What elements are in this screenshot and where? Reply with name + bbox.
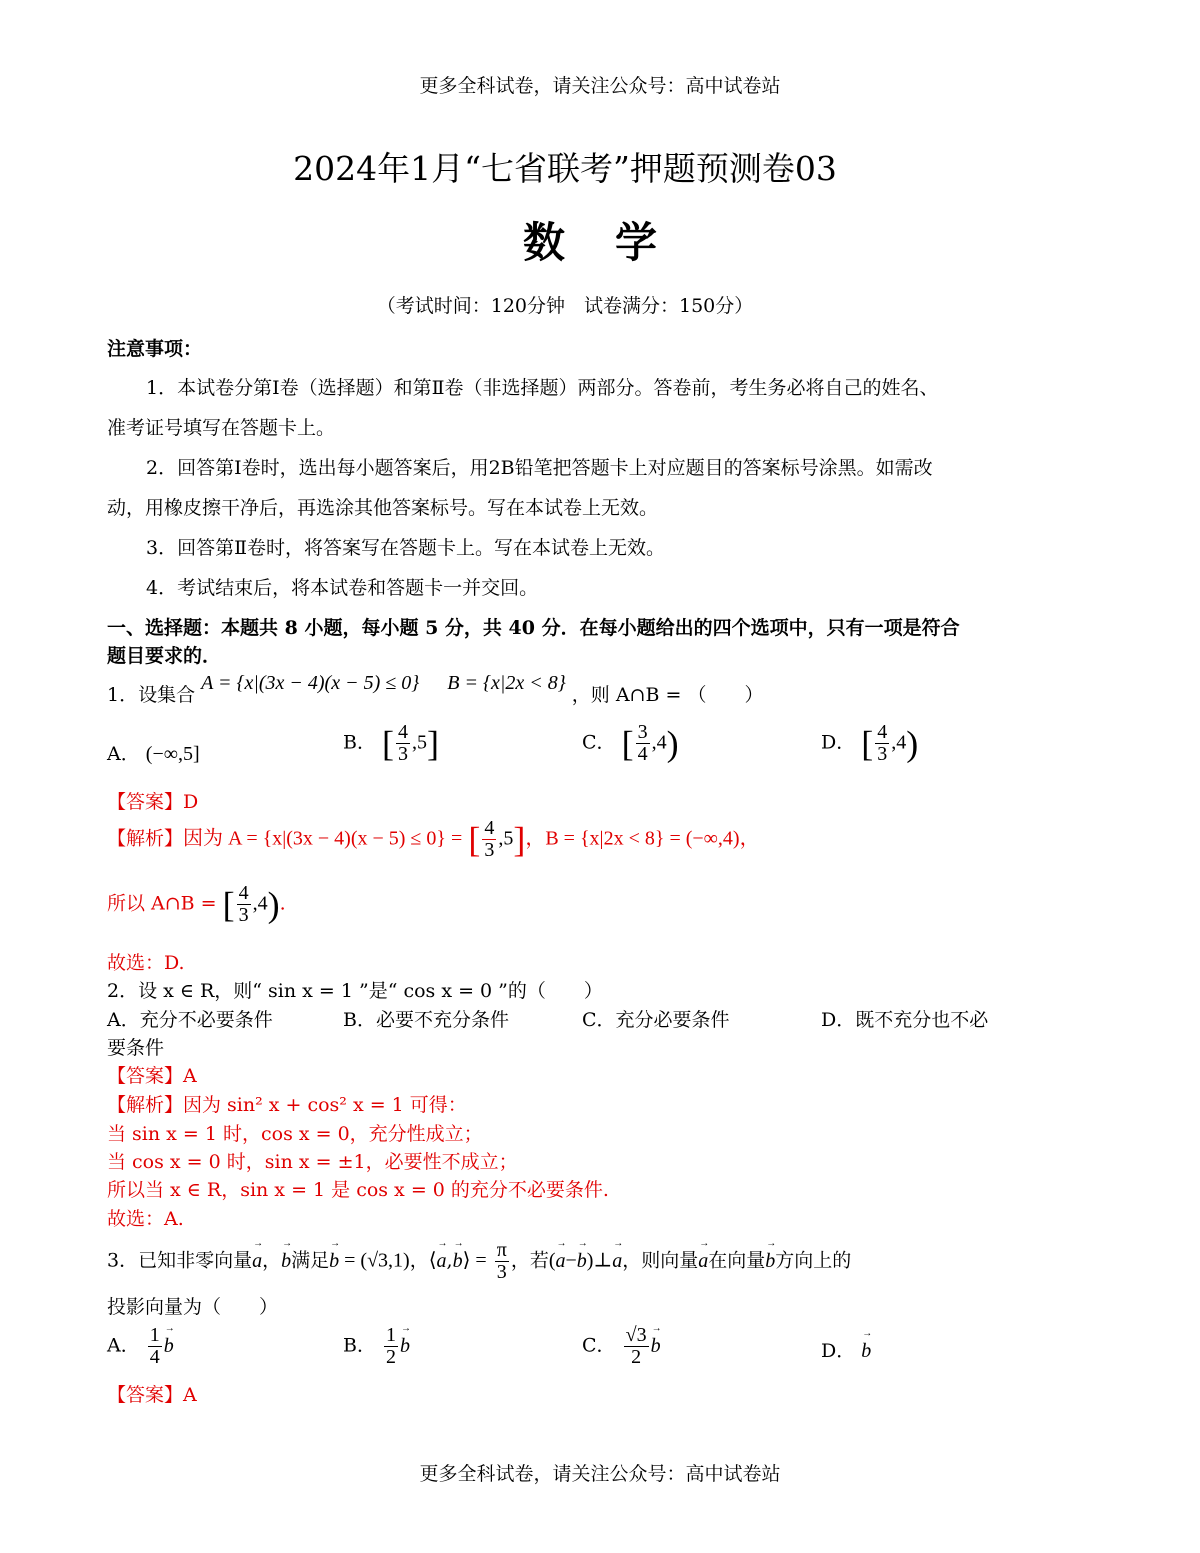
- notice-item-3: 3．回答第Ⅱ卷时，将答案写在答题卡上。写在本试卷上无效。: [146, 537, 666, 559]
- q2-analysis-3: 当 cos x = 0 时，sin x = ±1，必要性不成立；: [107, 1151, 518, 1173]
- notice-item-1-wrap: 准考证号填写在答题卡上。: [107, 417, 336, 439]
- question-1-set-b: B = {x|2x < 8}: [447, 672, 566, 694]
- q1-option-b: B． [ $\frac{4}{3}$ ,5]: [343, 721, 440, 765]
- question-2: 2．设 x ∈ R，则“ sin x = 1 ”是“ cos x = 0 ”的（ ）: [107, 980, 603, 1002]
- q1-answer: 【答案】D: [107, 791, 199, 813]
- exam-title: 2024年1月“七省联考”押题预测卷03: [293, 149, 837, 188]
- question-3: 3．已知非零向量→ a，→ b满足→ b = (√3,1)，⟨→ a,→ b⟩ = $\frac{\pi}{3}$ ，若(→ a−→ b)⊥→ a，则向量→ a在向量→ b方向上的: [107, 1240, 851, 1283]
- q3-stem-a: 3．已知非零向量: [107, 1249, 253, 1272]
- q1-option-d-label: D．: [821, 731, 856, 754]
- question-1-set-a: A = {x|(3x − 4)(x − 5) ≤ 0}: [201, 672, 420, 694]
- q3-option-d: D． → b: [821, 1336, 871, 1363]
- q1-analysis-2: 所以 A∩B = [ $\frac{4}{3}$ ,4).: [107, 882, 286, 926]
- q1-analysis-1: 【解析】因为 A = {x|(3x − 4)(x − 5) ≤ 0} = [ $\frac{4}{3}$ ,5]，B = {x|2x < 8} = (−∞,4)，: [107, 817, 760, 861]
- q1-option-a-value: (−∞,5]: [145, 743, 200, 765]
- footer-note: 更多全科试卷，请关注公众号：高中试卷站: [419, 1463, 781, 1485]
- q1-option-a: [107, 739, 200, 766]
- section-heading: 一、选择题：本题共 8 小题，每小题 5 分，共 40 分．在每小题给出的四个选项中，只有一项是符合: [107, 617, 960, 639]
- header-note: 更多全科试卷，请关注公众号：高中试卷站: [419, 75, 781, 97]
- q1-option-a-label: A．: [107, 743, 140, 765]
- q2-option-d-wrap: 要条件: [107, 1037, 165, 1059]
- q3-answer: 【答案】A: [107, 1384, 197, 1406]
- q1-analysis-label: 【解析】: [107, 827, 184, 850]
- notice-item-4: 4．考试结束后，将本试卷和答题卡一并交回。: [146, 577, 539, 599]
- q1-option-b-label: B．: [343, 731, 376, 754]
- q1-option-c: C． [ $\frac{3}{4}$ ,4): [582, 721, 679, 765]
- exam-subject: 数学: [522, 218, 707, 267]
- q1-analysis-text-b: ，B = {x|2x < 8} = (−∞,4)，: [525, 827, 760, 850]
- q3-option-b: B． $\frac{1}{2}$ → b: [343, 1325, 410, 1368]
- question-1-prefix: 1．设集合: [107, 684, 196, 706]
- q3-option-c: C． $\frac{√3}{2}$ → b: [582, 1325, 661, 1368]
- q2-option-c: C．充分必要条件: [582, 1009, 730, 1031]
- q1-conclusion: 故选：D.: [107, 952, 185, 974]
- q2-analysis-1: 【解析】因为 sin² x + cos² x = 1 可得：: [107, 1094, 467, 1116]
- q1-option-d: D． [ $\frac{4}{3}$ ,4): [821, 721, 919, 765]
- q3-option-a: A． $\frac{1}{4}$ → b: [107, 1325, 174, 1368]
- q3-option-c-label: C．: [582, 1334, 616, 1357]
- q1-analysis-text: 因为 A = {x|(3x − 4)(x − 5) ≤ 0} =: [183, 827, 463, 850]
- q2-option-b: B．必要不充分条件: [343, 1009, 509, 1031]
- question-1-ask: ，则 A∩B = （ ）: [571, 684, 764, 706]
- q2-option-d: D．既不充分也不必: [821, 1009, 989, 1031]
- q2-conclusion: 故选：A.: [107, 1208, 184, 1230]
- q3-option-a-label: A．: [107, 1334, 140, 1357]
- notice-item-2: 2．回答第Ⅰ卷时，选出每小题答案后，用2B铅笔把答题卡上对应题目的答案标号涂黑。如需改: [146, 457, 933, 479]
- q2-analysis-4: 所以当 x ∈ R，sin x = 1 是 cos x = 0 的充分不必要条件.: [107, 1179, 609, 1201]
- q1-option-c-label: C．: [582, 731, 616, 754]
- question-1: [107, 672, 764, 707]
- q3-option-b-label: B．: [343, 1334, 376, 1357]
- q3-stem-c: ，若: [510, 1249, 549, 1272]
- q2-analysis-2: 当 sin x = 1 时，cos x = 0，充分性成立；: [107, 1123, 483, 1145]
- exam-info: （考试时间：120分钟 试卷满分：150分）: [376, 295, 754, 317]
- notice-heading: 注意事项：: [107, 338, 203, 360]
- q3-stem-f: 方向上的: [775, 1249, 852, 1272]
- q3-stem-b: 满足: [291, 1249, 330, 1272]
- notice-item-2-wrap: 动，用橡皮擦干净后，再选涂其他答案标号。写在本试卷上无效。: [107, 497, 659, 519]
- q2-option-a: A．充分不必要条件: [107, 1009, 273, 1031]
- q3-stem-d: ，则向量: [622, 1249, 699, 1272]
- q2-answer: 【答案】A: [107, 1065, 197, 1087]
- notice-item-1: 1．本试卷分第Ⅰ卷（选择题）和第Ⅱ卷（非选择题）两部分。答卷前，考生务必将自己的姓名、: [146, 377, 939, 399]
- question-3-wrap: 投影向量为（ ）: [107, 1296, 279, 1318]
- section-heading-wrap: 题目要求的．: [107, 645, 222, 667]
- q3-option-d-label: D．: [821, 1340, 856, 1362]
- q1-analysis-2-text: 所以 A∩B =: [107, 892, 217, 915]
- q3-stem-e: 在向量: [708, 1249, 766, 1272]
